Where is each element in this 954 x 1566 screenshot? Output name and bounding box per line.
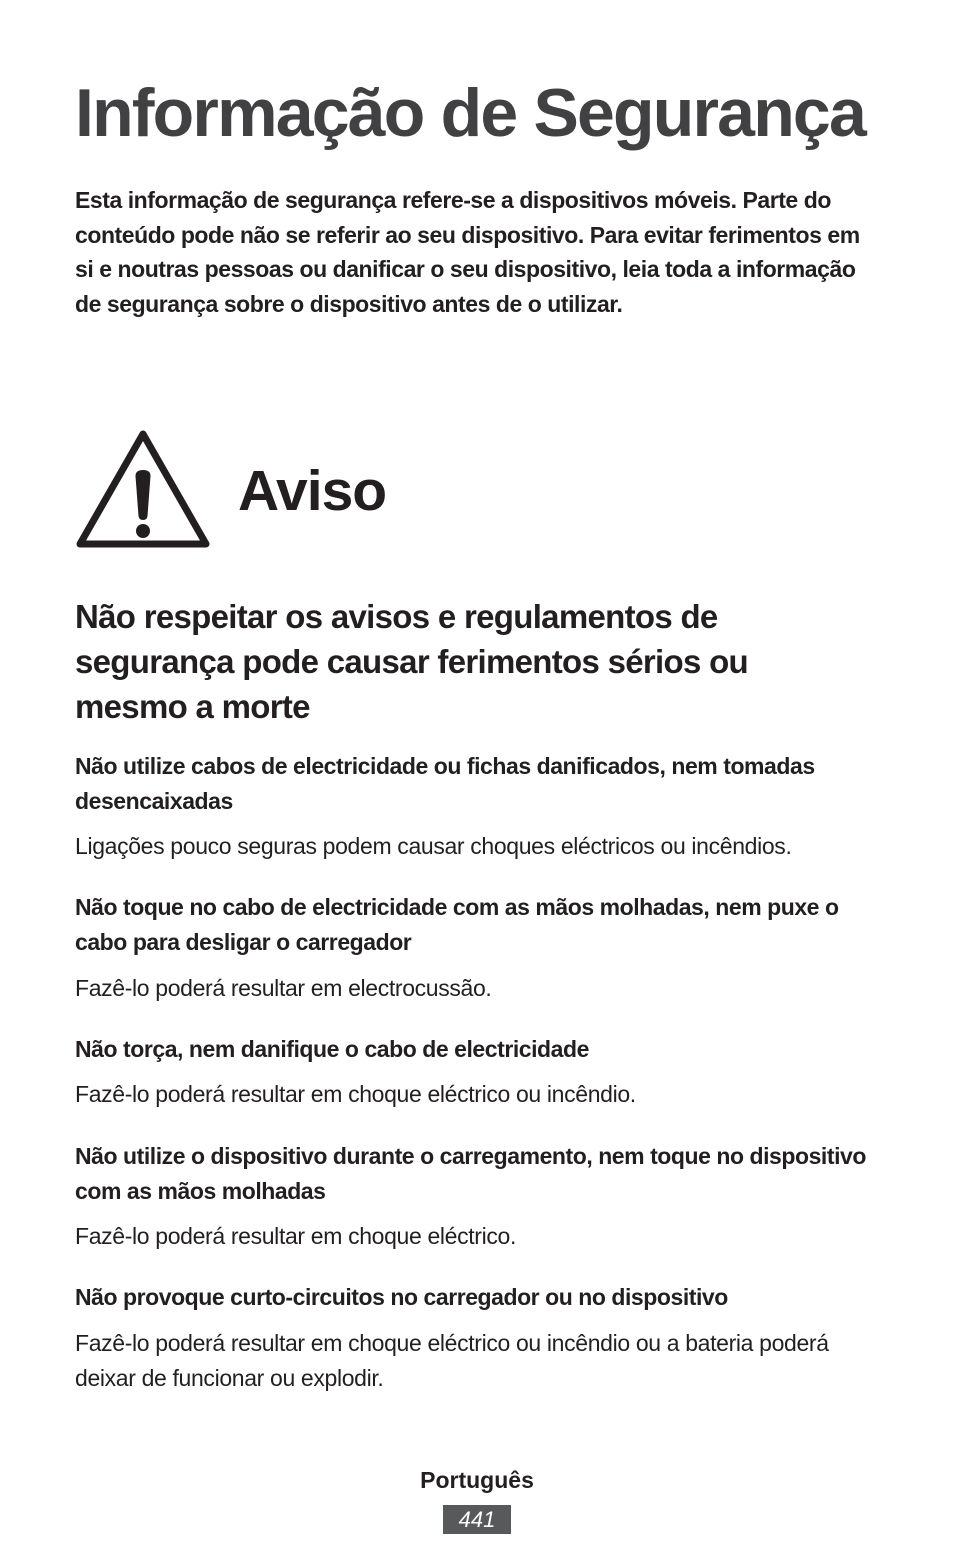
- page-number: 441: [443, 1505, 511, 1534]
- item-body: Fazê-lo poderá resultar em choque eléctrico ou incêndio ou a bateria poderá deixar de funcionar ou explodir.: [75, 1330, 829, 1391]
- item-heading: Não utilize cabos de electricidade ou fichas danificados, nem tomadas desencaixadas: [75, 753, 815, 814]
- item-body: Fazê-lo poderá resultar em choque eléctrico ou incêndio.: [75, 1081, 636, 1107]
- warning-triangle-icon: [74, 428, 212, 550]
- item-body: Fazê-lo poderá resultar em choque eléctrico.: [75, 1223, 516, 1249]
- item-heading: Não provoque curto-circuitos no carregador ou no dispositivo: [75, 1284, 728, 1310]
- page-title: Informação de Segurança: [75, 75, 865, 151]
- warning-label: Aviso: [238, 459, 387, 523]
- footer-language: Português: [420, 1467, 534, 1493]
- item-body: Fazê-lo poderá resultar em electrocussão.: [75, 975, 492, 1001]
- item-heading: Não torça, nem danifique o cabo de electricidade: [75, 1036, 589, 1062]
- item-heading: Não utilize o dispositivo durante o carregamento, nem toque no dispositivo com as mãos molhadas: [75, 1143, 866, 1204]
- item-body: Ligações pouco seguras podem causar choques eléctricos ou incêndios.: [75, 833, 792, 859]
- intro-paragraph: Esta informação de segurança refere-se a dispositivos móveis. Parte do conteúdo pode não se referir ao seu dispositivo. Para evitar ferimentos em si e noutras pessoas ou danificar o seu dispositivo, leia toda a informação de segurança sobre o dispositivo antes de o utilizar.: [75, 187, 860, 317]
- item-heading: Não toque no cabo de electricidade com as mãos molhadas, nem puxe o cabo para desligar o carregador: [75, 894, 839, 955]
- warning-subheading: Não respeitar os avisos e regulamentos de segurança pode causar ferimentos sérios ou mesmo a morte: [75, 598, 749, 725]
